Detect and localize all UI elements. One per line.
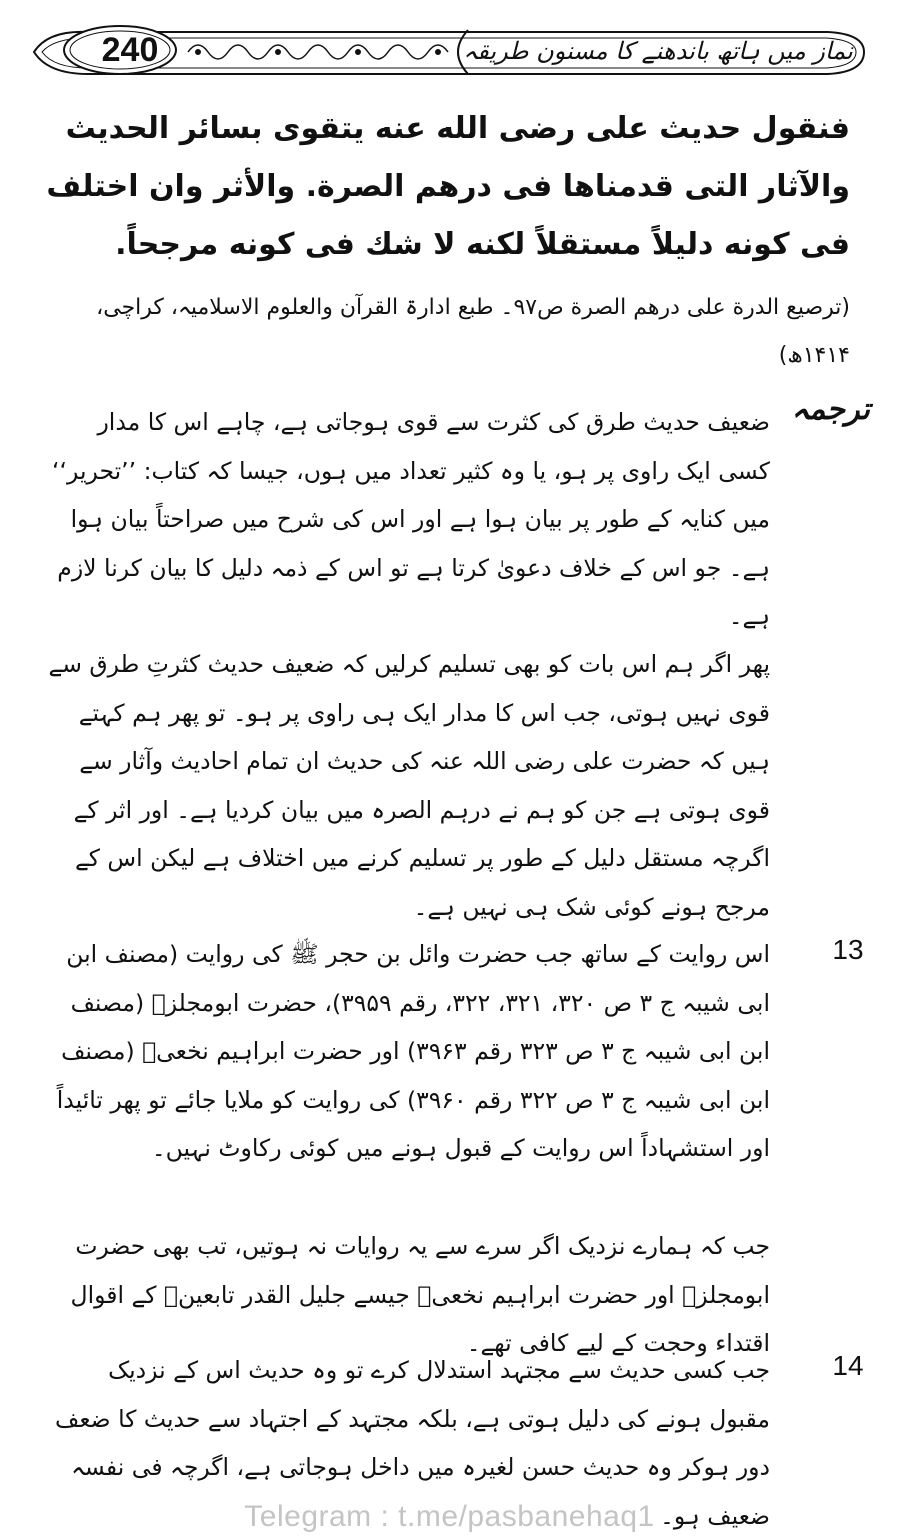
page-header [28, 22, 870, 82]
translation-paragraph-1: ضعیف حدیث طرق کی کثرت سے قوی ہوجاتی ہے، چاہے اس کا مدار کسی ایک راوی پر ہو، یا وہ کثیر تعداد میں ہوں، جیسا کہ کتاب: ’’تحریر‘‘ میں کنایہ کے طور پر بیان ہوا ہے اور اس کی شرح میں صراحتاً بیان ہوا ہے۔ جو اس کے خلاف دعویٰ کرتا ہے تو اس کے ذمہ دلیل کا بیان کرنا لازم ہے۔ [52, 408, 770, 630]
item-number-13: 13 [832, 934, 864, 965]
numbered-item-14-text: جب کسی حدیث سے مجتہد استدلال کرے تو وہ حدیث اس کے نزدیک مقبول ہونے کی دلیل ہوتی ہے، بلکہ مجتہد کے اجتہاد سے حدیث کا ضعف دور ہوکر وہ حدیث حسن لغیرہ میں داخل ہوجاتی ہے، اگرچہ فی نفسہ ضعیف ہو۔ [55, 1356, 770, 1530]
item-number-14: 14 [832, 1350, 864, 1381]
closing-paragraph: جب کہ ہمارے نزدیک اگر سرے سے یہ روایات نہ ہوتیں، تب بھی حضرت ابومجلزؒ اور حضرت ابراہیم نخعیؒ جیسے جلیل القدر تابعینؒ کے اقوال اقتداء وحجت کے لیے کافی تھے۔ [70, 1232, 770, 1357]
translation-paragraph-2: پھر اگر ہم اس بات کو بھی تسلیم کرلیں کہ ضعیف حدیث کثرتِ طرق سے قوی نہیں ہوتی، جب اس کا مدار ایک ہی راوی پر ہو۔ تو پھر ہم کہتے ہیں کہ حضرت علی رضی اللہ عنہ کی حدیث ان تمام احادیث وآثار سے قوی ہوتی ہے جن کو ہم نے درہم الصرہ میں بیان کردیا ہے۔ اور اثر کے اگرچہ مستقل دلیل کے طور پر تسلیم کرنے میں اختلاف ہے لیکن اس کے مرجح ہونے کوئی شک ہی نہیں ہے۔ [48, 650, 770, 921]
running-title: نماز میں ہاتھ باندھنے کا مسنون طریقہ [463, 37, 853, 65]
reference-citation: (ترصيع الدرة علی درهم الصرة ص٩٧۔ طبع ادارۃ القرآن والعلوم الاسلامیہ، کراچی، ۱۴۱۴ھ) [96, 295, 850, 368]
telegram-watermark: Telegram : t.me/pasbanehaq1 [244, 1500, 655, 1533]
translation-label: ترجمہ [791, 392, 870, 427]
arabic-passage: فنقول حديث علی رضی الله عنه يتقوی بسائر الحديث والآثار التی قدمناها فی درهم الصرة. والأثر وان اختلف فی كونه دليلاً مستقلاً لكنه لا شك فی كونه مرجحاً. [46, 111, 850, 262]
numbered-item-13-text: اس روایت کے ساتھ جب حضرت وائل بن حجر ﷺ کی روایت (مصنف ابن ابی شیبہ ج ۳ ص ۳۲۰، ۳۲۱، ۳۲۲، رقم ۳۹۵۹)، حضرت ابومجلزؒ (مصنف ابن ابی شیبہ ج ۳ ص ۳۲۳ رقم ۳۹۶۳) اور حضرت ابراہیم نخعیؒ (مصنف ابن ابی شیبہ ج ۳ ص ۳۲۲ رقم ۳۹۶۰) کی روایت کو ملایا جائے تو پھر تائیداً اور استشہاداً اس روایت کے قبول ہونے میں کوئی رکاوٹ نہیں۔ [56, 940, 770, 1162]
page-number: 240 [101, 31, 159, 69]
